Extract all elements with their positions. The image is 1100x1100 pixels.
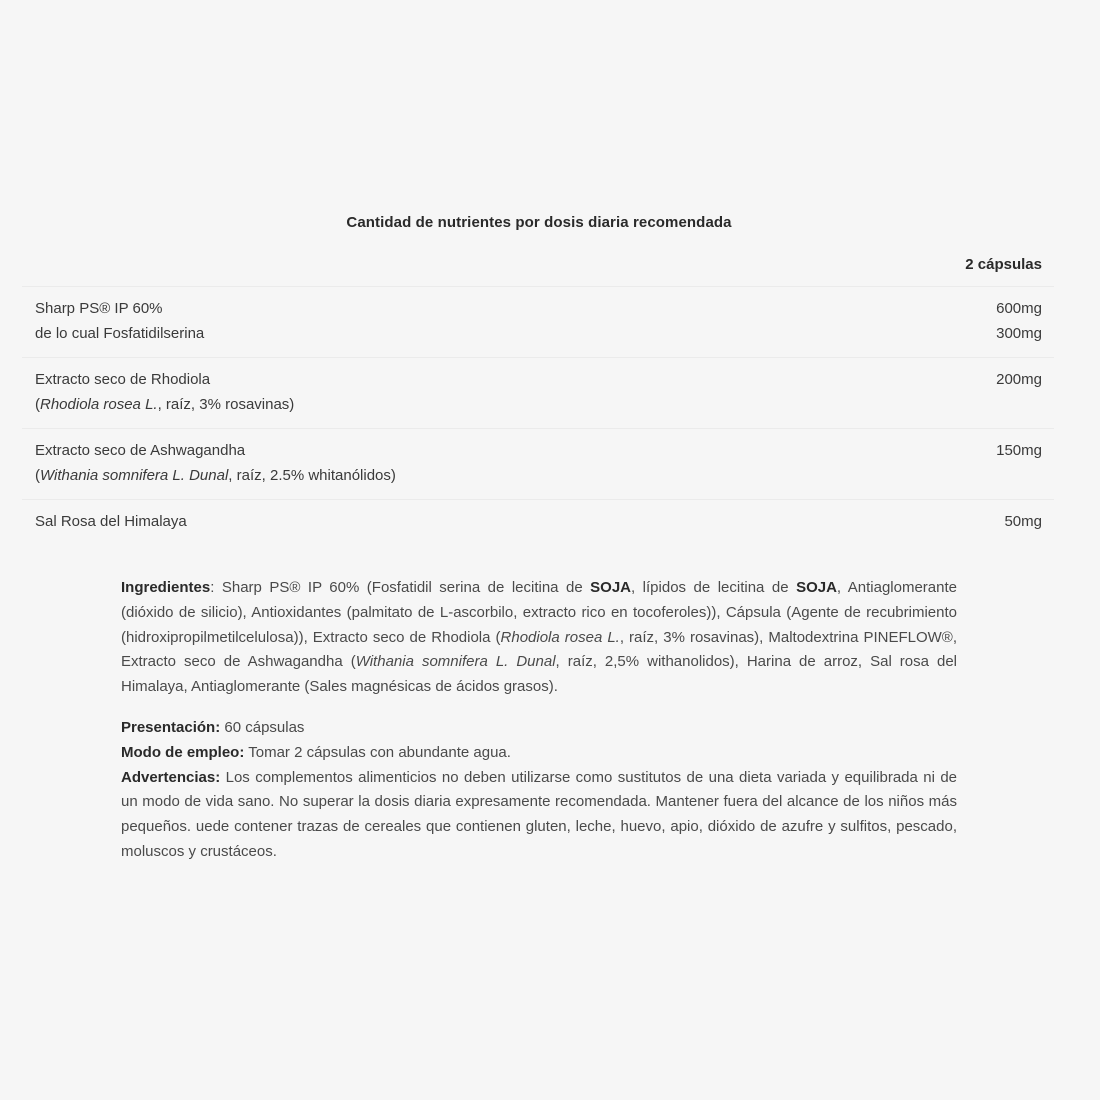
ingredients-paragraph: Ingredientes: Sharp PS® IP 60% (Fosfatidil serina de lecitina de SOJA, lípidos de lecitina de SOJA, Antiaglomerante (dióxido de silicio), Antioxidantes (palmitato de L-ascorbilo, extracto rico en tocoferoles)), Cápsula (Agente de recubrimiento (hidroxipropilmetilcelulosa)), Extracto seco de Rhodiola (Rhodiola rosea L., raíz, 3% rosavinas), Maltodextrina PINEFLOW®, Extracto seco de Ashwagandha (Withania somnifera L. Dunal, raíz, 2,5% withanolidos), Harina de arroz, Sal rosa del Himalaya, Antiaglomerante (Sales magnésicas de ácidos grasos). bbox=[121, 579, 958, 696]
nutrition-table-title: Cantidad de nutrientes por dosis diaria recomendada bbox=[346, 214, 732, 231]
warnings-paragraph bbox=[121, 766, 957, 865]
latin-name: Withania somnifera L. Dunal bbox=[355, 653, 556, 671]
presentation-line bbox=[121, 716, 957, 741]
product-info bbox=[121, 576, 957, 865]
ingredients-label: Ingredientes bbox=[121, 579, 211, 596]
usage-value: Tomar 2 cápsulas con abundante agua. bbox=[244, 743, 511, 761]
warnings-label: Advertencias: bbox=[121, 768, 221, 786]
nutrient-row-himalayan-salt bbox=[22, 500, 1054, 546]
nutrient-name: Sal Rosa del Himalaya bbox=[35, 513, 187, 530]
allergen-soja: SOJA bbox=[796, 579, 837, 596]
usage-line bbox=[121, 741, 957, 766]
nutrient-amount: 600mg bbox=[996, 300, 1042, 317]
nutrient-description: (Withania somnifera L. Dunal, raíz, 2.5% whitanólidos) bbox=[35, 466, 396, 484]
nutrient-row-sharp-ps bbox=[22, 287, 1054, 358]
nutrient-name: Sharp PS® IP 60% bbox=[35, 300, 163, 317]
nutrient-amount: 150mg bbox=[996, 442, 1042, 459]
warnings-value: Los complementos alimenticios no deben utilizarse como sustitutos de una dieta variada y equilibrada ni de un modo de vida sano. No superar la dosis diaria expresamente recomendada. Mantener fuera del alcance de los niños más pequeños. uede contener trazas de cereales que contienen gluten, leche, huevo, apio, dióxido de azufre y sulfitos, pescado, moluscos y crustáceos. bbox=[121, 768, 957, 860]
nutrient-amount: 50mg bbox=[1004, 513, 1042, 530]
presentation-value: 60 cápsulas bbox=[220, 718, 305, 736]
latin-name: Rhodiola rosea L. bbox=[40, 395, 158, 413]
nutrient-description: (Rhodiola rosea L., raíz, 3% rosavinas) bbox=[35, 395, 295, 413]
nutrient-subname: de lo cual Fosfatidilserina bbox=[35, 324, 205, 342]
nutrient-amount: 200mg bbox=[996, 371, 1042, 388]
nutrient-row-rhodiola bbox=[22, 358, 1054, 429]
presentation-label: Presentación: bbox=[121, 718, 221, 736]
nutrient-row-ashwagandha bbox=[22, 429, 1054, 500]
allergen-soja: SOJA bbox=[590, 579, 632, 596]
latin-name: Withania somnifera L. Dunal bbox=[40, 466, 229, 484]
latin-name: Rhodiola rosea L. bbox=[500, 628, 620, 646]
dose-header: 2 cápsulas bbox=[965, 256, 1042, 273]
usage-label: Modo de empleo: bbox=[121, 743, 245, 761]
nutrient-subamount: 300mg bbox=[996, 324, 1042, 342]
nutrition-table bbox=[22, 256, 1054, 546]
nutrient-name: Extracto seco de Ashwagandha bbox=[35, 442, 246, 459]
nutrient-name: Extracto seco de Rhodiola bbox=[35, 371, 211, 388]
nutrition-table-header bbox=[22, 256, 1054, 287]
